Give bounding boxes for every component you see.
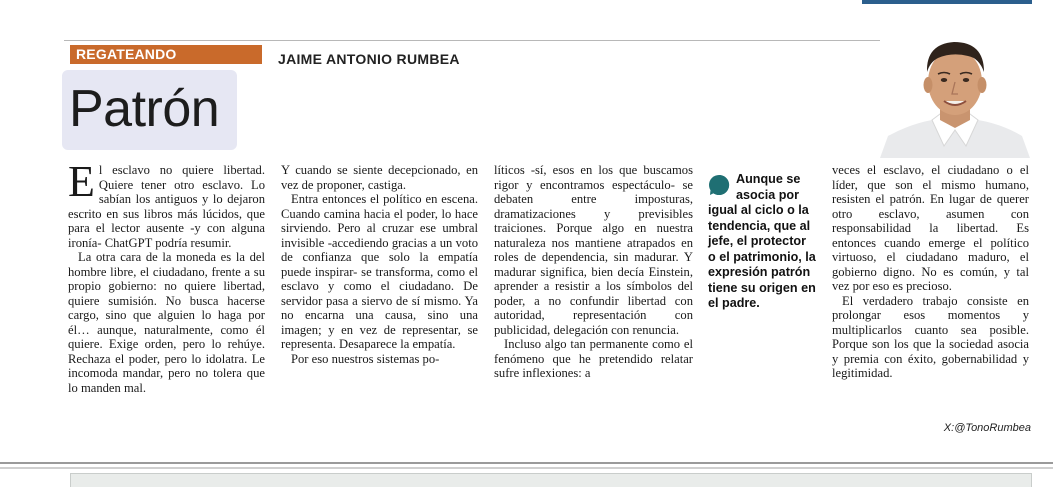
paragraph: Y cuando se siente decepcionado, en vez de proponer, castiga.: [281, 163, 478, 192]
article-title: Patrón: [69, 80, 220, 138]
article-column-2: [281, 163, 478, 366]
paragraph: El verdadero trabajo consiste en prolongar esos momentos y multiplicarlos cuanto sea posible. Porque son los que la sociedad asocia y premia con éxito, gobernabilidad y legitimidad.: [832, 293, 1029, 380]
top-accent-bar: [862, 0, 1032, 4]
section-tag: REGATEANDO: [70, 45, 262, 64]
drop-cap: E: [68, 157, 95, 206]
article-column-5: [832, 163, 1029, 381]
pull-quote-text: Aunque se asocia por igual al ciclo o la tendencia, que al jefe, el protector o el patrimonio, la expresión patrón tiene su origen en el padre.: [708, 172, 816, 310]
paragraph: veces el esclavo, el ciudadano o el líder, que son el mismo humano, resisten el patrón. En lugar de querer otro esclavo, asumen con responsabilidad la libertad. Es entonces cuando emerge el político virtuoso, el ciudadano maduro, el gobierno digno. No es común, y tal vez por eso es precioso.: [832, 163, 1029, 293]
paragraph: líticos -sí, esos en los que buscamos rigor y encontramos espectáculo- se debaten entre imposturas, dramatizaciones y previsibles traiciones. Porque algo en nuestra naturaleza nos mantiene atrapados en roles de dependencia, sin madurar. Y madurar significa, bien decía Einstein, aprender a resistir a los símbolos del poder, a no confundir libertad con autoridad, representación con publicidad, delegación con renuncia.: [494, 163, 693, 337]
paragraph: Por eso nuestros sistemas po-: [291, 351, 440, 366]
author-name: JAIME ANTONIO RUMBEA: [278, 51, 460, 67]
quote-mark-icon: [708, 174, 730, 196]
article-column-3: [494, 163, 693, 381]
article-column-1: [68, 157, 265, 395]
paragraph: La otra cara de la moneda es la del hombre libre, el ciudadano, frente a su propio gobierno: no quiere libertad, quiere sumisión. No busca hacerse cargo, sino que alguien lo haga por él… aunque, naturalmente, como él quiere. Exige orden, pero lo rehúye. Rechaza el poder, pero lo idolatra. Le incomoda mandar, pero no tolera que lo manden mal.: [68, 250, 265, 395]
paragraph: [68, 157, 265, 250]
paragraph: Entra entonces el político en escena. Cuando camina hacia el poder, lo hace sirviendo. Pero al cruzar ese umbral invisible -accediendo gracias a un voto de confianza que solo la empatía puede inspirar- se transforma, como el esclavo y como el ciudadano. De servidor pasa a siervo de sí mismo. Ya no encarna una causa, sino una imagen; y en vez de representar, se representa. Desaparece la empatía.: [281, 192, 478, 351]
author-social-handle: X:@TonoRumbea: [943, 422, 1031, 434]
paragraph-text: l esclavo no quiere libertad. Quiere tener otro esclavo. Lo sabían los antiguos y lo dejaron escrito en sus libros más lúcidos, que para el lector ausente -y con alguna ironía- ChatGPT podría resumir.: [68, 163, 265, 250]
next-section-panel: [70, 473, 1032, 487]
paragraph: Incluso algo tan permanente como el fenómeno que he pretendido relatar sufre inflexiones: a: [494, 337, 693, 380]
pull-quote: [708, 172, 816, 312]
author-photo: [880, 28, 1030, 158]
page-rule: [0, 462, 1053, 464]
page-rule: [0, 467, 1053, 469]
